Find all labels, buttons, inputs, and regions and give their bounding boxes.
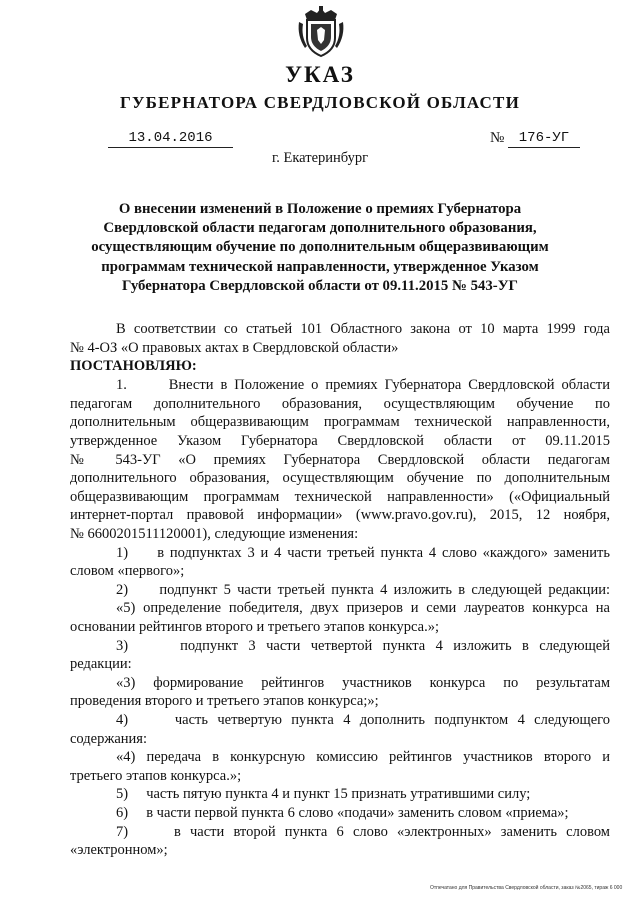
body-line: 3) подпункт 3 части четвертой пункта 4 изложить в следующей <box>116 638 610 654</box>
coat-of-arms-icon <box>297 6 345 58</box>
document-type-heading: УКАЗ <box>285 62 355 87</box>
decree-date: 13.04.2016 <box>108 130 233 148</box>
body-line: содержания: <box>70 731 148 747</box>
title-line: Свердловской области педагогам дополнительного образования, <box>103 220 537 237</box>
body-line: дополнительным общеразвивающим программам технической направленности, <box>70 414 610 430</box>
body-line: редакции: <box>70 656 132 672</box>
body-line: словом «первого»; <box>70 563 185 579</box>
body-line: основании рейтингов второго и третьего этапов конкурса.»; <box>70 619 440 635</box>
body-line: «4) передача в конкурсную комиссию рейтингов участников второго и <box>116 749 610 765</box>
decree-number: 176-УГ <box>508 130 580 148</box>
city-label: г. Екатеринбург <box>271 150 369 166</box>
body-line: «3) формирование рейтингов участников конкурса по результатам <box>116 675 610 691</box>
title-line: программам технической направленности, утвержденное Указом <box>101 258 539 275</box>
body-line: 6) в части первой пункта 6 слово «подачи» заменить словом «приема»; <box>116 805 569 821</box>
body-line: педагогам дополнительного образования, осуществляющим обучение по <box>70 396 610 412</box>
body-line: 2) подпункт 5 части третьей пункта 4 изложить в следующей редакции: <box>116 582 610 598</box>
decree-verb: ПОСТАНОВЛЯЮ: <box>70 358 197 374</box>
body-line: интернет-портал правовой информации» (www.pravo.gov.ru), 2015, 12 ноября, <box>70 507 610 523</box>
body-line: утвержденное Указом Губернатора Свердловской области от 09.11.2015 <box>70 433 610 449</box>
body-line: третьего этапов конкурса.»; <box>70 768 242 784</box>
title-line: Губернатора Свердловской области от 09.11.2015 № 543-УГ <box>122 277 518 294</box>
body-line: № 6600201511120001), следующие изменения: <box>70 526 359 542</box>
title-line: О внесении изменений в Положение о премиях Губернатора <box>118 201 522 217</box>
body-line: проведения второго и третьего этапов конкурса;»; <box>70 693 379 709</box>
issuer-heading: ГУБЕРНАТОРА СВЕРДЛОВСКОЙ ОБЛАСТИ <box>119 93 521 112</box>
title-line: осуществляющим обучение по дополнительным общеразвивающим <box>91 239 549 256</box>
body-line: «электронном»; <box>70 842 168 858</box>
body-line: дополнительного образования, осуществляющим обучение по дополнительным <box>70 470 610 486</box>
body-line: 1. Внести в Положение о премиях Губернатора Свердловской области <box>116 377 610 393</box>
number-sign: № <box>490 130 505 146</box>
body-line: «5) определение победителя, двух призеров и семи лауреатов конкурса на <box>116 600 610 616</box>
decree-title <box>90 200 550 296</box>
body-line: № 4-ОЗ «О правовых актах в Свердловской области» <box>70 340 399 356</box>
body-line: № 543-УГ «О премиях Губернатора Свердловской области педагогам <box>70 452 610 468</box>
body-line: 5) часть пятую пункта 4 и пункт 15 признать утратившими силу; <box>116 786 531 802</box>
body-line: 4) часть четвертую пункта 4 дополнить подпунктом 4 следующего <box>116 712 610 728</box>
body-line: 1) в подпунктах 3 и 4 части третьей пункта 4 слово «каждого» заменить <box>116 545 610 561</box>
body-line: В соответствии со статьей 101 Областного закона от 10 марта 1999 года <box>116 321 610 337</box>
body-line: общеразвивающим программам технической направленности» («Официальный <box>70 489 610 505</box>
body-line: 7) в части второй пункта 6 слово «электронных» заменить словом <box>116 824 610 840</box>
print-footer: Отпечатано для Правительства Свердловской области, заказ №2065, тираж 6 000 <box>430 885 623 891</box>
